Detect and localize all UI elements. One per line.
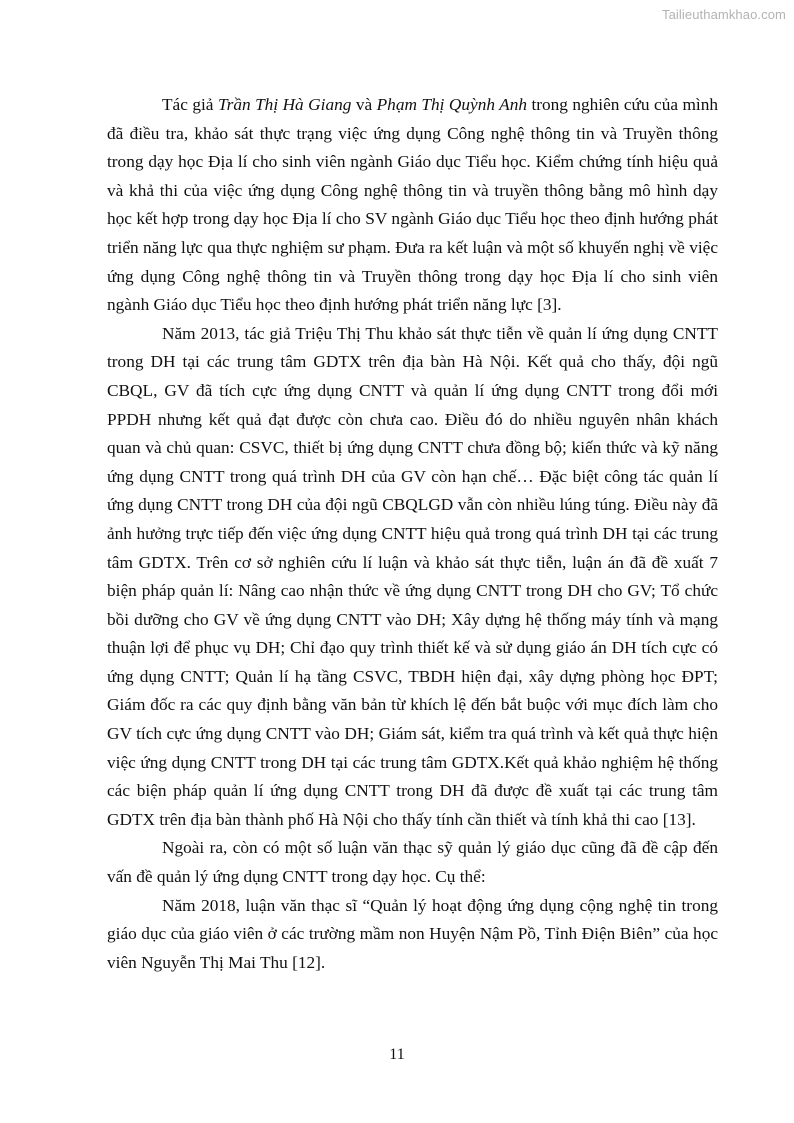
paragraph-4: Năm 2018, luận văn thạc sĩ “Quản lý hoạt động ứng dụng cộng nghệ tin trong giáo dục của giáo viên ở các trường mầm non Huyện Nậm Pồ, Tỉnh Điện Biên” của học viên Nguyễn Thị Mai Thu [12]. — [107, 895, 718, 972]
paragraph-1-join: và — [351, 95, 377, 114]
author-name-2: Phạm Thị Quỳnh Anh — [376, 95, 527, 114]
author-name-1: Trần Thị Hà Giang — [217, 95, 352, 114]
paragraph-1-text: trong nghiên cứu của mình đã điều tra, khảo sát thực trạng việc ứng dụng Công nghệ thông tin và Truyền thông trong dạy học Địa lí cho sinh viên ngành Giáo dục Tiểu học. Kiểm chứng tính hiệu quả và khả thi của việc ứng dụng Công nghệ thông tin và truyền thông bằng mô hình dạy học kết hợp trong dạy học Địa lí cho SV ngành Giáo dục Tiểu học theo định hướng phát triển năng lực qua thực nghiệm sư phạm. Đưa ra kết luận và một số khuyến nghị về việc ứng dụng Công nghệ thông tin và Truyền thông trong dạy học Địa lí cho sinh viên ngành Giáo dục Tiểu học theo định hướng phát triển năng lực [3]. — [107, 95, 718, 315]
page-number: 11 — [389, 1046, 405, 1063]
paragraph-1-prefix: Tác giả — [162, 95, 218, 114]
paragraph-3: Ngoài ra, còn có một số luận văn thạc sỹ quản lý giáo dục cũng đã đề cập đến vấn đề quản lý ứng dụng CNTT trong dạy học. Cụ thể: — [107, 838, 718, 887]
paragraph-2: Năm 2013, tác giả Triệu Thị Thu khảo sát thực tiễn về quản lí ứng dụng CNTT trong DH tại các trung tâm GDTX trên địa bàn Hà Nội. Kết quả cho thấy, đội ngũ CBQL, GV đã tích cực ứng dụng CNTT và quản lí ứng dụng CNTT trong đổi mới PPDH nhưng kết quả đạt được còn chưa cao. Điều đó do nhiều nguyên nhân khách quan và chủ quan: CSVC, thiết bị ứng dụng CNTT chưa đồng bộ; kiến thức và kỹ năng ứng dụng CNTT trong quá trình DH của GV còn hạn chế… Đặc biệt công tác quản lí ứng dụng CNTT trong DH của đội ngũ CBQLGD vẫn còn nhiều lúng túng. Điều này đã ảnh hưởng trực tiếp đến việc ứng dụng CNTT hiệu quả trong quá trình DH tại các trung tâm GDTX. Trên cơ sở nghiên cứu lí luận và khảo sát thực tiễn, luận án đã đề xuất 7 biện pháp quản lí: Nâng cao nhận thức về ứng dụng CNTT trong DH cho GV; Tổ chức bồi dưỡng cho GV về ứng dụng CNTT vào DH; Xây dựng hệ thống máy tính và mạng thuận lợi để phục vụ DH; Chỉ đạo quy trình thiết kế và sử dụng giáo án DH tích cực có ứng dụng CNTT; Quản lí hạ tầng CSVC, TBDH hiện đại, xây dựng phòng học ĐPT; Giám đốc ra các quy định bằng văn bản từ khích lệ đến bắt buộc với mục đích làm cho GV tích cực ứng dụng CNTT vào DH; Giám sát, kiểm tra quá trình và kết quả thực hiện việc ứng dụng CNTT trong DH tại các trung tâm GDTX.Kết quả khảo nghiệm hệ thống các biện pháp quản lí ứng dụng CNTT trong DH đã được đề xuất tại các trung tâm GDTX trên địa bàn thành phố Hà Nội cho thấy tính cần thiết và tính khả thi cao [13]. — [107, 323, 718, 829]
watermark-text: Tailieuthamkhao.com — [661, 7, 786, 22]
document-body — [107, 91, 718, 977]
paragraph-1 — [107, 91, 718, 320]
